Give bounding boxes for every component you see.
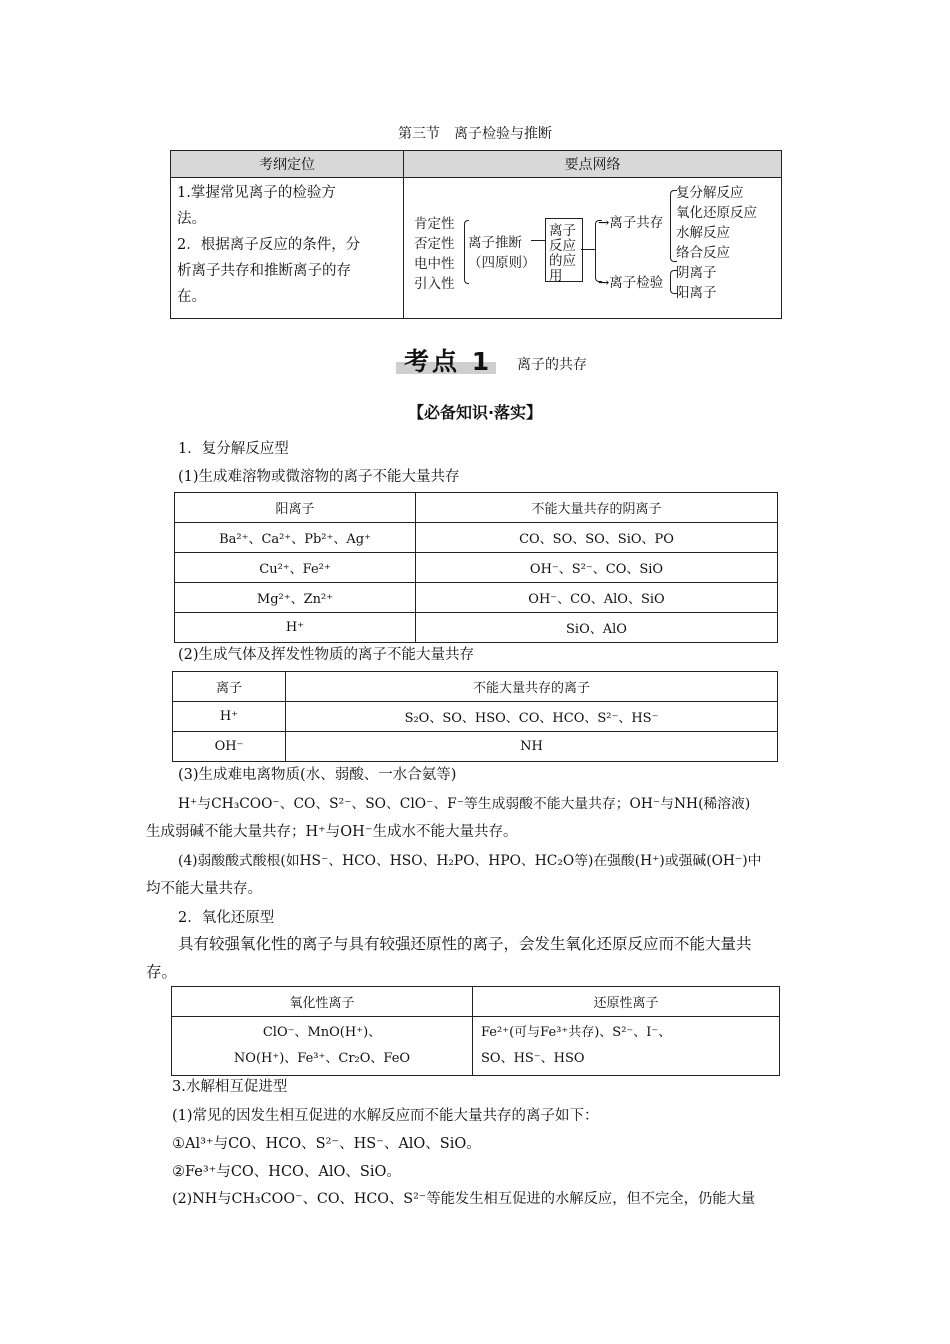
application-text: 反应 <box>549 238 576 254</box>
table-row <box>175 613 778 643</box>
table-cell <box>473 1017 780 1076</box>
concept-network <box>404 178 781 318</box>
table-header: 不能大量共存的离子 <box>286 672 778 702</box>
application-text: 用 <box>549 268 563 284</box>
section-title: 第三节 离子检验与推断 <box>398 126 552 142</box>
list-item: ②Fe³⁺与CO、HCO、AlO、SiO。 <box>172 1164 401 1180</box>
s3-heading: 3.水解相互促进型 <box>172 1079 288 1095</box>
goal-line: 法。 <box>177 211 206 227</box>
paragraph: 均不能大量共存。 <box>146 881 262 897</box>
table-header: 氧化性离子 <box>172 987 473 1017</box>
kaodian-title: 离子的共存 <box>517 357 587 373</box>
application-text: 离子 <box>549 223 576 239</box>
s1-sub2: (2)生成气体及挥发性物质的离子不能大量共存 <box>178 647 475 663</box>
s1-sub3: (3)生成难电离物质(水、弱酸、一水合氨等) <box>178 767 457 783</box>
table-header: 阳离子 <box>175 493 416 523</box>
table-gas <box>172 671 778 762</box>
detect-label: →离子检验 <box>598 275 664 291</box>
coexist-type: 水解反应 <box>676 225 730 241</box>
reducing-ions: SO、HS⁻、HSO <box>481 1051 585 1066</box>
bibei-heading: 【必备知识·落实】 <box>407 403 543 422</box>
table-cell: H⁺ <box>173 702 286 732</box>
table-header: 不能大量共存的阴离子 <box>416 493 778 523</box>
list-item: ①Al³⁺与CO、HCO、S²⁻、HS⁻、AlO、SiO。 <box>172 1136 481 1152</box>
principle: 肯定性 <box>414 216 455 232</box>
table-cell: OH⁻、S²⁻、CO、SiO <box>416 553 778 583</box>
table-redox <box>171 986 780 1076</box>
detect-type: 阳离子 <box>676 285 717 301</box>
paragraph: 具有较强氧化性的离子与具有较强还原性的离子，会发生氧化还原反应而不能大量共 <box>178 935 752 953</box>
overview-header-goals: 考纲定位 <box>171 151 404 178</box>
reducing-ions: Fe²⁺(可与Fe³⁺共存)、S²⁻、I⁻、 <box>481 1025 672 1040</box>
network-cell <box>404 178 782 319</box>
s3-sub1: (1)常见的因发生相互促进的水解反应而不能大量共存的离子如下： <box>172 1108 599 1124</box>
connector-line <box>581 249 595 250</box>
table-row <box>175 583 778 613</box>
table-cell: H⁺ <box>175 613 416 643</box>
principle: 电中性 <box>414 256 455 272</box>
coexist-type: 氧化还原反应 <box>676 205 757 221</box>
oxidizing-ions: ClO⁻、MnO(H⁺)、 <box>262 1025 382 1040</box>
detect-type: 阴离子 <box>676 265 717 281</box>
goal-line: 析离子共存和推断离子的存 <box>177 263 351 279</box>
s3-sub2: (2)NH与CH₃COO⁻、CO、HCO、S²⁻等能发生相互促进的水解反应，但不完全，仍能大量 <box>172 1191 756 1207</box>
goal-line: 在。 <box>177 289 206 305</box>
connector-line <box>531 240 545 241</box>
goal-line: 2．根据离子反应的条件，分 <box>177 237 361 253</box>
table-row <box>173 732 778 762</box>
oxidizing-ions: NO(H⁺)、Fe³⁺、Cr₂O、FeO <box>233 1051 411 1066</box>
table-cell <box>172 1017 473 1076</box>
goals-cell <box>171 178 404 319</box>
table-cell: Cu²⁺、Fe²⁺ <box>175 553 416 583</box>
table-cell: SiO、AlO <box>416 613 778 643</box>
goal-line: 1.掌握常见离子的检验方 <box>177 185 336 201</box>
table-cell: CO、SO、SO、SiO、PO <box>416 523 778 553</box>
s1-heading: 1．复分解反应型 <box>178 441 289 457</box>
table-header: 还原性离子 <box>473 987 780 1017</box>
table-row <box>173 702 778 732</box>
table-cell: Ba²⁺、Ca²⁺、Pb²⁺、Ag⁺ <box>175 523 416 553</box>
paragraph: H⁺与CH₃COO⁻、CO、S²⁻、SO、ClO⁻、F⁻等生成弱酸不能大量共存；OH⁻与NH(稀溶液) <box>178 796 751 812</box>
four-principles-label: （四原则） <box>468 255 536 271</box>
table-cell: NH <box>286 732 778 762</box>
kaodian-label: 考点 1 <box>404 347 493 376</box>
paragraph: (4)弱酸酸式酸根(如HS⁻、HCO、HSO、H₂PO、HPO、HC₂O等)在强酸(H⁺)或强碱(OH⁻)中 <box>178 853 762 869</box>
table-row <box>175 553 778 583</box>
inference-label: 离子推断 <box>468 235 522 251</box>
table-header: 离子 <box>173 672 286 702</box>
overview-header-network: 要点网络 <box>404 151 782 178</box>
table-cell: Mg²⁺、Zn²⁺ <box>175 583 416 613</box>
overview-table <box>170 150 782 319</box>
table-row <box>172 1017 780 1076</box>
coexist-type: 络合反应 <box>676 245 730 261</box>
table-cell: S₂O、SO、HSO、CO、HCO、S²⁻、HS⁻ <box>286 702 778 732</box>
table-cell: OH⁻ <box>173 732 286 762</box>
coexist-type: 复分解反应 <box>676 185 744 201</box>
s2-heading: 2．氧化还原型 <box>178 910 275 926</box>
table-row <box>175 523 778 553</box>
application-text: 的应 <box>549 253 576 269</box>
coexist-label: →离子共存 <box>598 215 664 231</box>
table-precipitate <box>174 492 778 643</box>
principle: 否定性 <box>414 236 455 252</box>
paragraph: 生成弱碱不能大量共存；H⁺与OH⁻生成水不能大量共存。 <box>146 824 518 840</box>
table-cell: OH⁻、CO、AlO、SiO <box>416 583 778 613</box>
s1-sub1: (1)生成难溶物或微溶物的离子不能大量共存 <box>178 469 460 485</box>
principle: 引入性 <box>414 276 455 292</box>
paragraph: 存。 <box>146 963 178 981</box>
